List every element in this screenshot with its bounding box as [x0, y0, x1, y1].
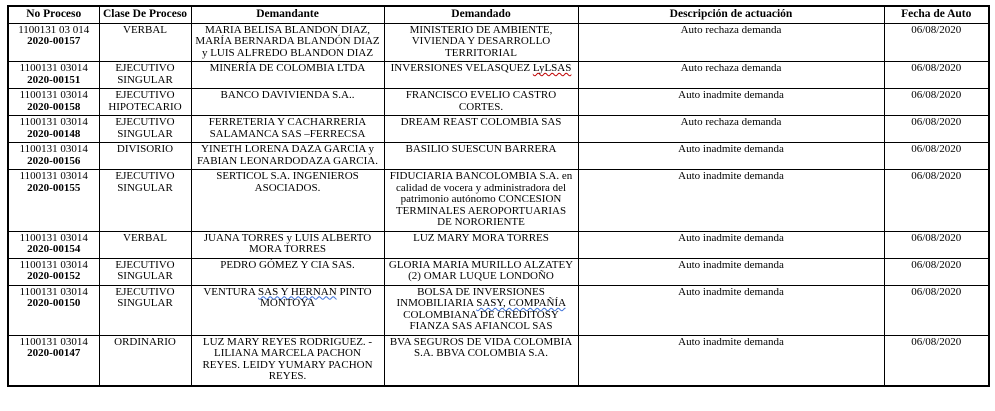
process-year-number: 2020-00151 [27, 73, 81, 86]
header-fecha-auto: Fecha de Auto [884, 6, 989, 23]
process-year-number: 2020-00155 [27, 181, 81, 194]
text-segment: FERRETERIA Y CACHARRERIA SALAMANCA SAS –FERRECSA [208, 116, 367, 140]
process-year-number: 2020-00157 [27, 35, 81, 47]
cell-clase-de-proceso: EJECUTIVO SINGULAR [99, 62, 191, 89]
cell-clase-de-proceso: EJECUTIVO SINGULAR [99, 285, 191, 335]
text-segment: YINETH LORENA DAZA GARCIA y FABIAN LEONARDODAZA GARCIA. [197, 143, 378, 167]
cell-clase-de-proceso: EJECUTIVO SINGULAR [99, 116, 191, 143]
cell-demandante [191, 116, 384, 143]
cell-descripcion-actuacion: Auto inadmite demanda [578, 89, 884, 116]
cell-fecha-auto: 06/08/2020 [884, 23, 989, 62]
text-segment: BASILIO SUESCUN BARRERA [405, 143, 557, 155]
text-segment: GLORIA MARIA MURILLO ALZATEY (2) OMAR LUQUE LONDOÑO [388, 258, 574, 282]
cell-descripcion-actuacion: Auto inadmite demanda [578, 335, 884, 386]
process-number: 1100131 03014 [19, 231, 88, 244]
table-row [8, 62, 989, 89]
text-segment: JUANA TORRES y LUIS ALBERTO MORA TORRES [203, 231, 372, 255]
cell-descripcion-actuacion: Auto rechaza demanda [578, 116, 884, 143]
spellcheck-blue-segment: SASY, COMPAÑÍA [476, 297, 566, 309]
text-segment: MARIA BELISA BLANDON DIAZ, MARÍA BERNARDA BLANDÓN DIAZ y LUIS ALFREDO BLANDON DIAZ [195, 23, 380, 59]
cell-no-proceso [8, 335, 99, 386]
cell-descripcion-actuacion: Auto rechaza demanda [578, 62, 884, 89]
table-row [8, 170, 989, 232]
cell-no-proceso [8, 116, 99, 143]
text-segment: BVA SEGUROS DE VIDA COLOMBIA S.A. BBVA COLOMBIA S.A. [389, 335, 573, 359]
cell-demandado [384, 258, 578, 285]
header-row [8, 6, 989, 23]
process-number: 1100131 03014 [19, 89, 88, 101]
cell-fecha-auto: 06/08/2020 [884, 170, 989, 232]
table-row [8, 23, 989, 62]
header-demandante: Demandante [191, 6, 384, 23]
cell-no-proceso [8, 285, 99, 335]
text-segment: BANCO DAVIVIENDA S.A.. [220, 89, 355, 101]
cell-clase-de-proceso: VERBAL [99, 23, 191, 62]
text-segment: PEDRO GÓMEZ Y CIA SAS. [220, 258, 355, 271]
cell-clase-de-proceso: EJECUTIVO SINGULAR [99, 258, 191, 285]
table-row [8, 285, 989, 335]
cell-descripcion-actuacion: Auto inadmite demanda [578, 258, 884, 285]
cell-demandante [191, 89, 384, 116]
cell-demandado [384, 285, 578, 335]
cell-fecha-auto: 06/08/2020 [884, 89, 989, 116]
cell-demandante [191, 23, 384, 62]
cell-clase-de-proceso: DIVISORIO [99, 143, 191, 170]
header-clase-de-proceso: Clase De Proceso [99, 6, 191, 23]
table-row [8, 116, 989, 143]
cell-demandado [384, 170, 578, 232]
table-row [8, 231, 989, 258]
process-number: 1100131 03014 [19, 335, 88, 348]
process-number: 1100131 03014 [19, 62, 88, 74]
cell-fecha-auto: 06/08/2020 [884, 285, 989, 335]
cell-no-proceso [8, 258, 99, 285]
cell-fecha-auto: 06/08/2020 [884, 231, 989, 258]
cell-fecha-auto: 06/08/2020 [884, 335, 989, 386]
text-segment: SERTICOL S.A. INGENIEROS ASOCIADOS. [216, 170, 359, 194]
process-year-number: 2020-00152 [27, 270, 81, 282]
text-segment: LUZ MARY REYES RODRIGUEZ. - LILIANA MARCELA PACHON REYES. LEIDY YUMARY PACHON REYES. [202, 335, 373, 382]
cell-descripcion-actuacion: Auto inadmite demanda [578, 143, 884, 170]
text-segment: COLOMBIANA DE CREDITOSY FIANZA SAS AFIANCOL SAS [403, 308, 559, 332]
cell-demandante [191, 335, 384, 386]
cell-clase-de-proceso: EJECUTIVO HIPOTECARIO [99, 89, 191, 116]
process-year-number: 2020-00147 [27, 347, 81, 359]
cell-descripcion-actuacion: Auto inadmite demanda [578, 285, 884, 335]
process-number: 1100131 03014 [19, 170, 88, 182]
cell-fecha-auto: 06/08/2020 [884, 62, 989, 89]
cell-descripcion-actuacion: Auto inadmite demanda [578, 231, 884, 258]
cell-demandado [384, 23, 578, 62]
cell-no-proceso [8, 23, 99, 62]
header-demandado: Demandado [384, 6, 578, 23]
process-year-number: 2020-00154 [27, 243, 81, 255]
process-year-number: 2020-00148 [27, 127, 81, 140]
cell-demandado [384, 62, 578, 89]
cell-no-proceso [8, 231, 99, 258]
cell-demandado [384, 335, 578, 386]
text-segment: FIDUCIARIA BANCOLOMBIA S.A. en calidad de vocera y administradora del patrimonio autónomo CONCESION TERMINALES AEROPORTUARIAS DE NORORIENTE [389, 170, 573, 228]
header-descripcion-actuacion: Descripción de actuación [578, 6, 884, 23]
cell-clase-de-proceso: EJECUTIVO SINGULAR [99, 170, 191, 232]
text-segment: MINISTERIO DE AMBIENTE, VIVIENDA Y DESARROLLO TERRITORIAL [409, 23, 553, 59]
text-segment: FRANCISCO EVELIO CASTRO CORTES. [405, 89, 557, 113]
cell-no-proceso [8, 143, 99, 170]
process-year-number: 2020-00156 [27, 154, 81, 167]
cell-clase-de-proceso: VERBAL [99, 231, 191, 258]
cell-no-proceso [8, 62, 99, 89]
table-body [8, 23, 989, 386]
cell-demandante [191, 231, 384, 258]
text-segment: PINTO MONTOYA [260, 285, 372, 309]
cell-fecha-auto: 06/08/2020 [884, 258, 989, 285]
table-row [8, 143, 989, 170]
cell-descripcion-actuacion: Auto rechaza demanda [578, 23, 884, 62]
cell-demandado [384, 231, 578, 258]
table-row [8, 89, 989, 116]
cell-demandante [191, 170, 384, 232]
process-number: 1100131 03014 [19, 285, 88, 298]
cell-demandante [191, 62, 384, 89]
text-segment: MINERÍA DE COLOMBIA LTDA [209, 62, 366, 74]
cell-fecha-auto: 06/08/2020 [884, 143, 989, 170]
cell-demandante [191, 285, 384, 335]
process-number: 1100131 03014 [19, 143, 88, 155]
table-row [8, 335, 989, 386]
header-no-proceso: No Proceso [8, 6, 99, 23]
cell-descripcion-actuacion: Auto inadmite demanda [578, 170, 884, 232]
text-segment: INVERSIONES VELASQUEZ [390, 62, 533, 74]
cell-demandado [384, 89, 578, 116]
cell-fecha-auto: 06/08/2020 [884, 116, 989, 143]
table-header [8, 6, 989, 23]
spellcheck-blue-segment: SAS Y HERNAN [258, 285, 337, 298]
cell-demandado [384, 143, 578, 170]
cell-no-proceso [8, 89, 99, 116]
process-year-number: 2020-00158 [27, 100, 81, 113]
cell-demandante [191, 143, 384, 170]
text-segment: LUZ MARY MORA TORRES [413, 231, 549, 244]
process-table [7, 5, 990, 387]
process-number: 1100131 03014 [19, 116, 88, 128]
cell-demandado [384, 116, 578, 143]
process-year-number: 2020-00150 [27, 297, 81, 309]
text-segment: VENTURA [203, 285, 259, 298]
cell-clase-de-proceso: ORDINARIO [99, 335, 191, 386]
table-row [8, 258, 989, 285]
cell-demandante [191, 258, 384, 285]
text-segment: DREAM REAST COLOMBIA SAS [400, 116, 562, 128]
process-number: 1100131 03 014 [18, 23, 90, 36]
text-segment: BOLSA DE INVERSIONES INMOBILIARIA [396, 285, 545, 309]
spellcheck-red-segment: LyLSAS [532, 62, 572, 74]
process-number: 1100131 03014 [19, 258, 88, 271]
cell-no-proceso [8, 170, 99, 232]
